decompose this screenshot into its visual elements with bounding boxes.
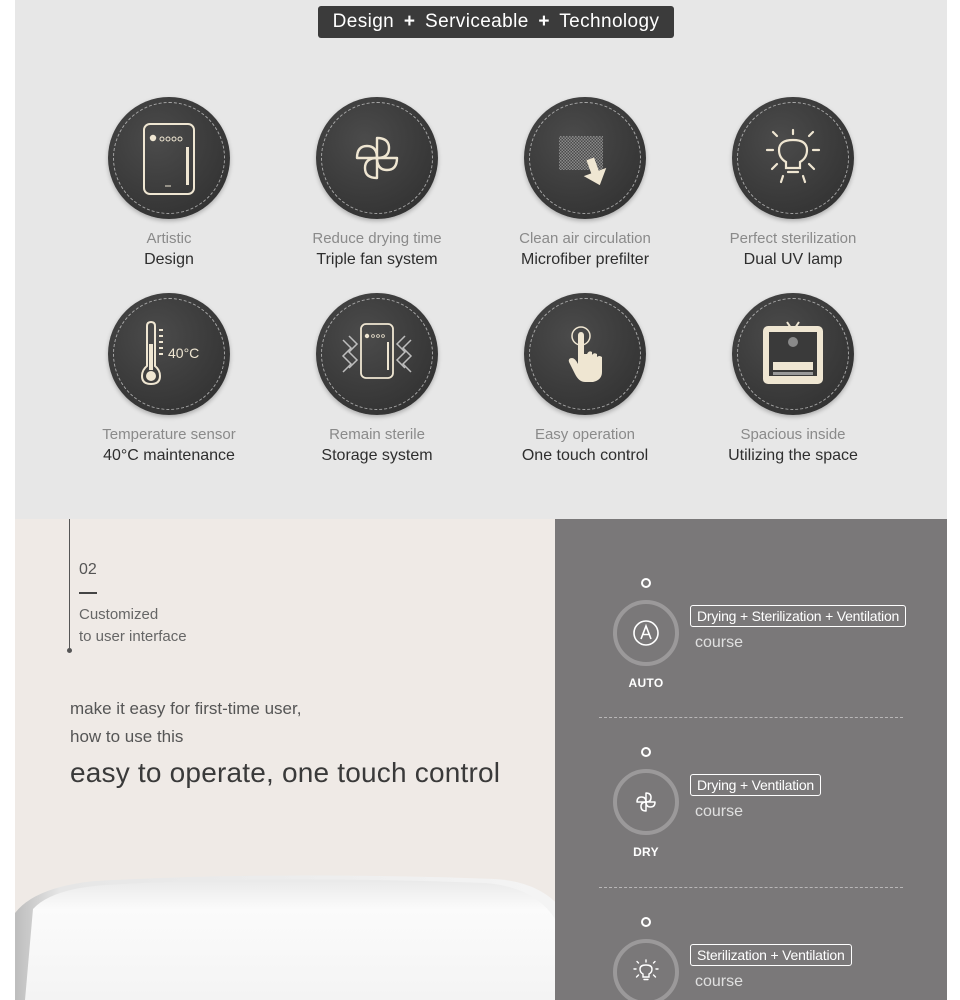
fan-icon <box>337 118 417 198</box>
feature-sub-label: Artistic <box>146 230 192 247</box>
sterile-storage-icon <box>337 314 417 394</box>
section-dash <box>79 592 97 594</box>
thermometer-icon <box>129 314 209 394</box>
tagline-line1: make it easy for first-time user, <box>70 699 302 718</box>
banner-part-serviceable: Serviceable <box>425 11 529 32</box>
touch-hand-icon <box>545 314 625 394</box>
feature-circle <box>316 97 438 219</box>
section-label-line1: Customized <box>79 606 159 623</box>
temperature-readout: 40°C <box>168 345 200 361</box>
dry-mode-button[interactable] <box>613 769 679 835</box>
feature-main-label: Dual UV lamp <box>743 251 843 268</box>
course-dry <box>555 747 947 897</box>
auto-mode-button[interactable] <box>613 600 679 666</box>
section-vertical-line <box>69 519 70 651</box>
feature-circle <box>732 97 854 219</box>
feature-sub-label: Temperature sensor <box>102 426 236 443</box>
feature-panel <box>15 0 947 519</box>
feature-main-label: Design <box>144 251 194 268</box>
auto-icon <box>630 617 662 649</box>
feature-sub-label: Easy operation <box>534 426 636 443</box>
section-headline: easy to operate, one touch control <box>70 757 501 788</box>
uv-course-badge: Sterilization + Ventilation <box>690 944 852 966</box>
feature-sub-label: Perfect sterilization <box>729 230 857 247</box>
feature-temperature-sensor <box>69 293 269 467</box>
feature-one-touch <box>485 293 685 467</box>
feature-microfiber-prefilter <box>485 97 685 271</box>
course-sterilization <box>555 917 947 1000</box>
feature-circle <box>108 97 230 219</box>
feature-banner <box>318 6 674 38</box>
feature-main-label: Utilizing the space <box>728 447 858 464</box>
feature-triple-fan <box>277 97 477 271</box>
dry-mode-label: DRY <box>633 845 659 859</box>
banner-plus-1: + <box>403 11 416 32</box>
feature-dual-uv-lamp <box>693 97 893 271</box>
feature-spacious-inside <box>693 293 893 467</box>
auto-indicator-led <box>641 578 651 588</box>
course-auto <box>555 578 947 728</box>
auto-mode-label: AUTO <box>628 676 664 690</box>
feature-circle <box>108 293 230 415</box>
banner-part-technology: Technology <box>559 11 660 32</box>
feature-main-label: One touch control <box>521 447 649 464</box>
feature-sub-label: Remain sterile <box>329 426 425 443</box>
auto-course-word: course <box>695 634 744 651</box>
feature-circle <box>524 293 646 415</box>
dryer-device-icon <box>129 118 209 198</box>
feature-sub-label: Spacious inside <box>740 426 846 443</box>
feature-circle <box>732 293 854 415</box>
section-line-dot <box>67 648 72 653</box>
feature-artistic-design <box>69 97 269 271</box>
uv-indicator-led <box>641 917 651 927</box>
uv-lamp-icon <box>753 118 833 198</box>
interior-space-icon <box>753 314 833 394</box>
filter-icon <box>545 118 625 198</box>
section-number: 02 <box>79 561 97 578</box>
feature-sub-label: Clean air circulation <box>519 230 651 247</box>
feature-main-label: Triple fan system <box>316 251 438 268</box>
feature-main-label: Storage system <box>321 447 433 464</box>
course-divider <box>599 717 903 718</box>
dry-course-word: course <box>695 803 744 820</box>
ui-intro-section <box>15 519 555 1000</box>
course-divider <box>599 887 903 888</box>
fan-icon <box>630 786 662 818</box>
device-product-image <box>15 869 555 1000</box>
uv-mode-button[interactable] <box>613 939 679 1000</box>
banner-plus-2: + <box>538 11 550 32</box>
banner-part-design: Design <box>332 11 395 32</box>
feature-sub-label: Reduce drying time <box>312 230 442 247</box>
section-label-line2: to user interface <box>79 628 187 645</box>
feature-main-label: Microfiber prefilter <box>520 251 650 268</box>
tagline-line2: how to use this <box>70 727 184 746</box>
uv-course-word: course <box>695 973 744 990</box>
auto-course-badge: Drying + Sterilization + Ventilation <box>690 605 906 627</box>
course-panel <box>555 519 947 1000</box>
feature-main-label: 40°C maintenance <box>103 447 235 464</box>
feature-circle <box>524 97 646 219</box>
feature-storage-system <box>277 293 477 467</box>
dry-indicator-led <box>641 747 651 757</box>
uv-lamp-icon <box>630 956 662 988</box>
dry-course-badge: Drying + Ventilation <box>690 774 821 796</box>
feature-circle <box>316 293 438 415</box>
